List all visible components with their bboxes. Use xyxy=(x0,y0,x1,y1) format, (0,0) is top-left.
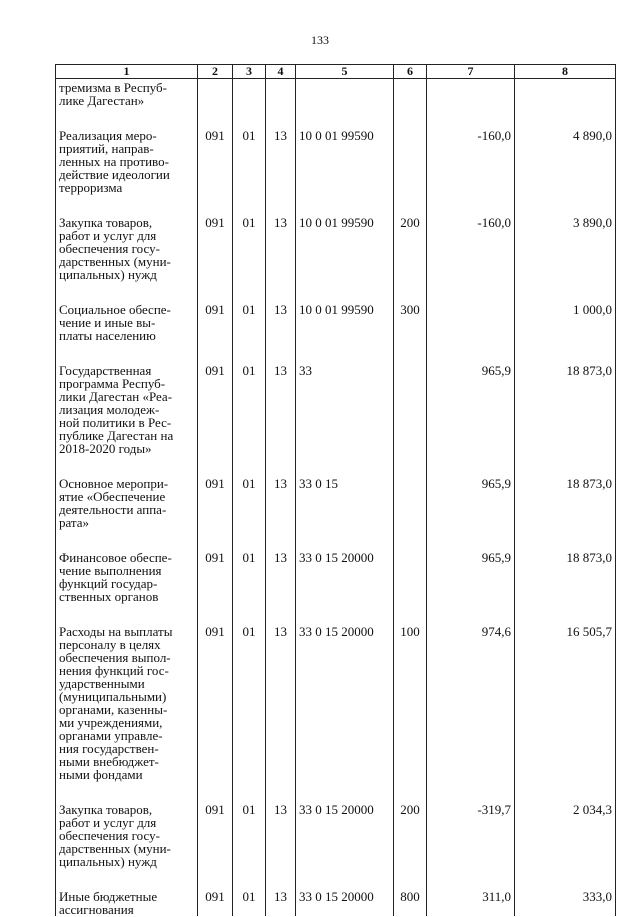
change-amount: 965,9 xyxy=(427,364,515,455)
expense-name xyxy=(56,477,198,529)
expense-name-line: Основное меропри- xyxy=(59,476,169,491)
change-amount: -160,0 xyxy=(427,216,515,281)
expense-name xyxy=(56,129,198,194)
spacer-cell xyxy=(427,194,515,216)
expense-type-code: 100 xyxy=(394,625,427,781)
expense-name-line: дарственных (муни- xyxy=(59,841,171,856)
section-code: 01 xyxy=(233,477,266,529)
column-header-3: 3 xyxy=(233,65,266,79)
subsection-code: 13 xyxy=(266,551,296,603)
expense-name-line: Государственная xyxy=(59,363,152,378)
total-amount: 18 873,0 xyxy=(515,477,616,529)
spacer-cell xyxy=(198,107,233,129)
spacer-cell xyxy=(394,529,427,551)
expense-name-line: ятие «Обеспечение xyxy=(59,489,166,504)
expense-name-line: публике Дагестан на xyxy=(59,428,174,443)
change-amount: -160,0 xyxy=(427,129,515,194)
expense-name xyxy=(56,79,198,108)
expense-name-line: функций государ- xyxy=(59,576,158,591)
expense-type-code: 300 xyxy=(394,303,427,342)
target-article-code: 33 0 15 20000 xyxy=(296,551,394,603)
spacer-cell xyxy=(233,107,266,129)
table-row xyxy=(56,216,616,281)
expense-name-line: обеспечения госу- xyxy=(59,241,160,256)
spacer-cell xyxy=(266,781,296,803)
expense-type-code xyxy=(394,477,427,529)
department-code: 091 xyxy=(198,890,233,916)
spacer-cell xyxy=(427,342,515,364)
expense-name xyxy=(56,303,198,342)
expense-name-line: органами управле- xyxy=(59,728,163,743)
expense-name-line: органами, казенны- xyxy=(59,702,168,717)
change-amount xyxy=(427,303,515,342)
expense-type-code: 200 xyxy=(394,803,427,868)
expense-name-line: Социальное обеспе- xyxy=(59,302,171,317)
spacer-cell xyxy=(427,603,515,625)
table-row xyxy=(56,303,616,342)
department-code: 091 xyxy=(198,129,233,194)
expense-name-line: чение и иные вы- xyxy=(59,315,156,330)
expense-name-line: ной политики в Рес- xyxy=(59,415,172,430)
expense-name-line: 2018-2020 годы» xyxy=(59,441,152,456)
spacer-cell xyxy=(515,107,616,129)
spacer-cell xyxy=(198,529,233,551)
spacer-cell xyxy=(296,281,394,303)
spacer-cell xyxy=(198,781,233,803)
spacer-cell xyxy=(233,868,266,890)
row-spacer xyxy=(56,868,616,890)
department-code xyxy=(198,79,233,108)
expense-name-line: Финансовое обеспе- xyxy=(59,550,172,565)
spacer-cell xyxy=(233,455,266,477)
change-amount: 965,9 xyxy=(427,551,515,603)
total-amount: 4 890,0 xyxy=(515,129,616,194)
spacer-cell xyxy=(56,281,198,303)
spacer-cell xyxy=(394,603,427,625)
subsection-code xyxy=(266,79,296,108)
expense-name xyxy=(56,364,198,455)
total-amount: 1 000,0 xyxy=(515,303,616,342)
expense-name-line: Реализация меро- xyxy=(59,128,157,143)
spacer-cell xyxy=(296,603,394,625)
table-row xyxy=(56,129,616,194)
total-amount: 333,0 xyxy=(515,890,616,916)
spacer-cell xyxy=(233,529,266,551)
target-article-code xyxy=(296,79,394,108)
spacer-cell xyxy=(198,455,233,477)
table-body xyxy=(56,79,616,917)
spacer-cell xyxy=(56,342,198,364)
expense-type-code xyxy=(394,129,427,194)
spacer-cell xyxy=(394,194,427,216)
spacer-cell xyxy=(198,281,233,303)
spacer-cell xyxy=(515,781,616,803)
expense-type-code xyxy=(394,551,427,603)
total-amount: 2 034,3 xyxy=(515,803,616,868)
row-spacer xyxy=(56,342,616,364)
department-code: 091 xyxy=(198,551,233,603)
expense-name-line: Иные бюджетные xyxy=(59,889,158,904)
spacer-cell xyxy=(56,781,198,803)
spacer-cell xyxy=(198,194,233,216)
spacer-cell xyxy=(266,455,296,477)
expense-name-line: рата» xyxy=(59,515,90,530)
section-code: 01 xyxy=(233,625,266,781)
subsection-code: 13 xyxy=(266,303,296,342)
target-article-code: 33 0 15 20000 xyxy=(296,625,394,781)
spacer-cell xyxy=(198,342,233,364)
expense-name xyxy=(56,625,198,781)
row-spacer xyxy=(56,781,616,803)
spacer-cell xyxy=(427,781,515,803)
target-article-code: 10 0 01 99590 xyxy=(296,303,394,342)
spacer-cell xyxy=(296,194,394,216)
column-header-2: 2 xyxy=(198,65,233,79)
department-code: 091 xyxy=(198,364,233,455)
expense-name-line: чение выполнения xyxy=(59,563,162,578)
target-article-code: 10 0 01 99590 xyxy=(296,129,394,194)
section-code: 01 xyxy=(233,129,266,194)
change-amount: 311,0 xyxy=(427,890,515,916)
spacer-cell xyxy=(296,342,394,364)
target-article-code: 33 0 15 20000 xyxy=(296,803,394,868)
expense-type-code xyxy=(394,364,427,455)
row-spacer xyxy=(56,455,616,477)
table-row xyxy=(56,890,616,916)
subsection-code: 13 xyxy=(266,890,296,916)
expense-type-code: 800 xyxy=(394,890,427,916)
expense-name-line: нения функций гос- xyxy=(59,663,169,678)
column-header-4: 4 xyxy=(266,65,296,79)
expense-name-line: лике Дагестан» xyxy=(59,93,145,108)
spacer-cell xyxy=(266,194,296,216)
table-row xyxy=(56,79,616,108)
row-spacer xyxy=(56,603,616,625)
expense-name-line: ципальных) нужд xyxy=(59,267,157,282)
expense-name-line: персоналу в целях xyxy=(59,637,161,652)
expense-name-line: лизация молодеж- xyxy=(59,402,160,417)
column-header-7: 7 xyxy=(427,65,515,79)
spacer-cell xyxy=(266,342,296,364)
expense-name-line: платы населению xyxy=(59,328,156,343)
department-code: 091 xyxy=(198,303,233,342)
subsection-code: 13 xyxy=(266,216,296,281)
spacer-cell xyxy=(198,868,233,890)
spacer-cell xyxy=(296,868,394,890)
spacer-cell xyxy=(56,529,198,551)
expense-name-line: тремизма в Респуб- xyxy=(59,80,167,95)
budget-table xyxy=(55,64,616,916)
spacer-cell xyxy=(233,603,266,625)
column-header-1: 1 xyxy=(56,65,198,79)
expense-name-line: ципальных) нужд xyxy=(59,854,157,869)
spacer-cell xyxy=(56,455,198,477)
section-code: 01 xyxy=(233,216,266,281)
spacer-cell xyxy=(427,107,515,129)
spacer-cell xyxy=(56,868,198,890)
spacer-cell xyxy=(233,194,266,216)
spacer-cell xyxy=(394,868,427,890)
total-amount: 3 890,0 xyxy=(515,216,616,281)
subsection-code: 13 xyxy=(266,803,296,868)
subsection-code: 13 xyxy=(266,364,296,455)
spacer-cell xyxy=(296,107,394,129)
expense-name-line: ленных на противо- xyxy=(59,154,169,169)
spacer-cell xyxy=(427,281,515,303)
table-row xyxy=(56,364,616,455)
spacer-cell xyxy=(233,281,266,303)
change-amount: 965,9 xyxy=(427,477,515,529)
target-article-code: 10 0 01 99590 xyxy=(296,216,394,281)
change-amount: -319,7 xyxy=(427,803,515,868)
row-spacer xyxy=(56,107,616,129)
subsection-code: 13 xyxy=(266,477,296,529)
total-amount xyxy=(515,79,616,108)
spacer-cell xyxy=(296,529,394,551)
spacer-cell xyxy=(515,455,616,477)
spacer-cell xyxy=(515,529,616,551)
expense-name xyxy=(56,551,198,603)
spacer-cell xyxy=(515,281,616,303)
spacer-cell xyxy=(394,781,427,803)
spacer-cell xyxy=(198,603,233,625)
expense-name-line: (муниципальными) xyxy=(59,689,167,704)
expense-name-line: Расходы на выплаты xyxy=(59,624,173,639)
row-spacer xyxy=(56,194,616,216)
spacer-cell xyxy=(394,455,427,477)
column-header-6: 6 xyxy=(394,65,427,79)
spacer-cell xyxy=(56,194,198,216)
spacer-cell xyxy=(515,868,616,890)
total-amount: 18 873,0 xyxy=(515,551,616,603)
expense-type-code xyxy=(394,79,427,108)
row-spacer xyxy=(56,281,616,303)
change-amount xyxy=(427,79,515,108)
section-code: 01 xyxy=(233,303,266,342)
change-amount: 974,6 xyxy=(427,625,515,781)
expense-name xyxy=(56,803,198,868)
expense-name-line: ственных органов xyxy=(59,589,159,604)
expense-name-line: работ и услуг для xyxy=(59,228,157,243)
section-code: 01 xyxy=(233,803,266,868)
spacer-cell xyxy=(266,868,296,890)
spacer-cell xyxy=(427,529,515,551)
expense-name-line: работ и услуг для xyxy=(59,815,157,830)
spacer-cell xyxy=(394,107,427,129)
expense-name-line: ными фондами xyxy=(59,767,143,782)
target-article-code: 33 0 15 xyxy=(296,477,394,529)
spacer-cell xyxy=(515,194,616,216)
expense-name-line: Закупка товаров, xyxy=(59,215,153,230)
expense-name-line: деятельности аппа- xyxy=(59,502,167,517)
section-code: 01 xyxy=(233,364,266,455)
spacer-cell xyxy=(515,603,616,625)
target-article-code: 33 xyxy=(296,364,394,455)
department-code: 091 xyxy=(198,477,233,529)
expense-name-line: Закупка товаров, xyxy=(59,802,153,817)
row-spacer xyxy=(56,529,616,551)
expense-name-line: обеспечения госу- xyxy=(59,828,160,843)
expense-name-line: обеспечения выпол- xyxy=(59,650,171,665)
expense-name-line: лики Дагестан «Реа- xyxy=(59,389,173,404)
section-code: 01 xyxy=(233,551,266,603)
column-header-5: 5 xyxy=(296,65,394,79)
target-article-code: 33 0 15 20000 xyxy=(296,890,394,916)
spacer-cell xyxy=(427,868,515,890)
expense-name-line: ассигнования xyxy=(59,902,134,917)
expense-type-code: 200 xyxy=(394,216,427,281)
spacer-cell xyxy=(56,603,198,625)
section-code: 01 xyxy=(233,890,266,916)
expense-name-line: программа Респуб- xyxy=(59,376,166,391)
expense-name-line: терроризма xyxy=(59,180,123,195)
expense-name-line: ния государствен- xyxy=(59,741,159,756)
table-row xyxy=(56,803,616,868)
spacer-cell xyxy=(233,342,266,364)
expense-name xyxy=(56,216,198,281)
expense-name-line: ми учреждениями, xyxy=(59,715,163,730)
department-code: 091 xyxy=(198,216,233,281)
spacer-cell xyxy=(266,603,296,625)
expense-name-line: приятий, направ- xyxy=(59,141,154,156)
expense-name xyxy=(56,890,198,916)
spacer-cell xyxy=(515,342,616,364)
table-row xyxy=(56,625,616,781)
column-number-header xyxy=(56,65,616,79)
department-code: 091 xyxy=(198,803,233,868)
subsection-code: 13 xyxy=(266,625,296,781)
expense-name-line: дарственных (муни- xyxy=(59,254,171,269)
spacer-cell xyxy=(266,529,296,551)
section-code xyxy=(233,79,266,108)
column-header-8: 8 xyxy=(515,65,616,79)
department-code: 091 xyxy=(198,625,233,781)
spacer-cell xyxy=(427,455,515,477)
spacer-cell xyxy=(266,281,296,303)
expense-name-line: ударственными xyxy=(59,676,145,691)
total-amount: 18 873,0 xyxy=(515,364,616,455)
spacer-cell xyxy=(266,107,296,129)
page-number: 133 xyxy=(311,33,329,47)
spacer-cell xyxy=(394,281,427,303)
spacer-cell xyxy=(394,342,427,364)
table-row xyxy=(56,551,616,603)
spacer-cell xyxy=(233,781,266,803)
spacer-cell xyxy=(296,455,394,477)
table-row xyxy=(56,477,616,529)
expense-name-line: действие идеологии xyxy=(59,167,170,182)
total-amount: 16 505,7 xyxy=(515,625,616,781)
spacer-cell xyxy=(56,107,198,129)
spacer-cell xyxy=(296,781,394,803)
subsection-code: 13 xyxy=(266,129,296,194)
expense-name-line: ными внебюджет- xyxy=(59,754,159,769)
